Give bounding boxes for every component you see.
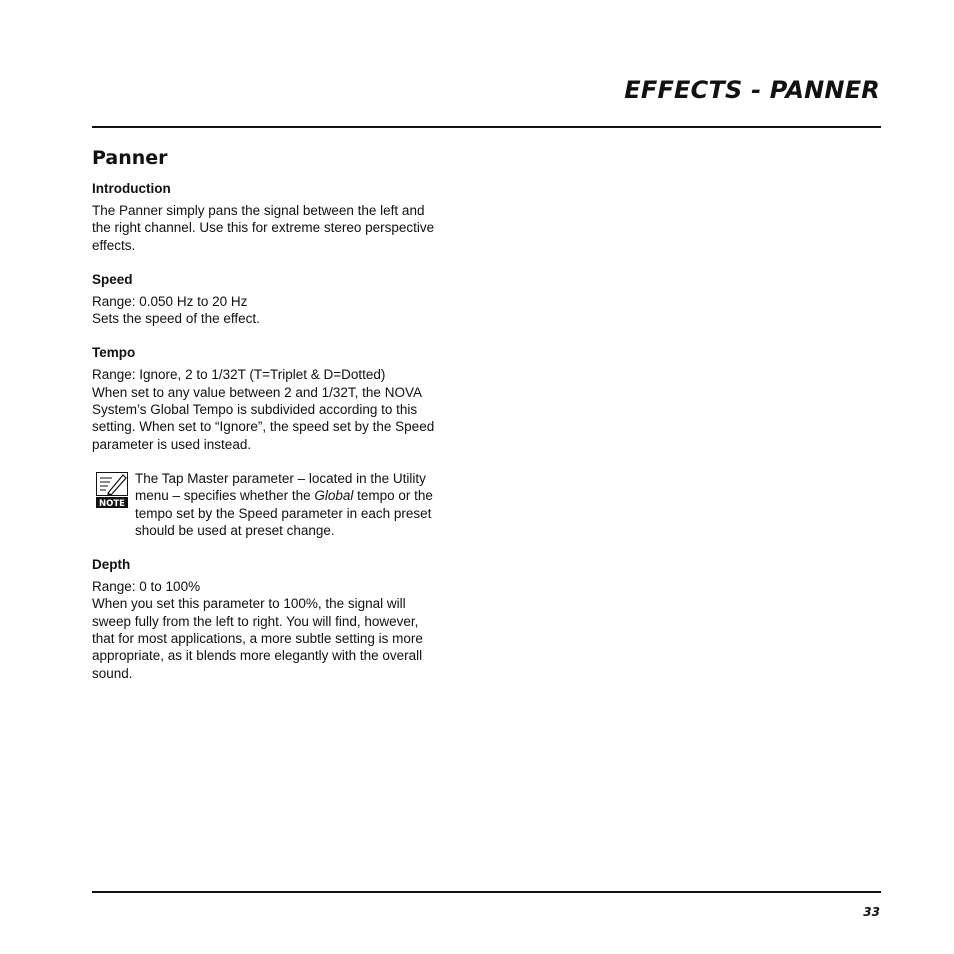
- depth-heading: Depth: [92, 557, 131, 573]
- note-line: tempo set by the Speed parameter in each preset: [135, 505, 432, 521]
- note-icon-label: NOTE: [99, 498, 125, 508]
- page-number: 33: [863, 905, 880, 919]
- tempo-line: Range: Ignore, 2 to 1/32T (T=Triplet & D=Dotted): [92, 367, 386, 383]
- depth-line: that for most applications, a more subtle setting is more: [92, 631, 423, 647]
- note-line: The Tap Master parameter – located in the Utility: [135, 470, 426, 486]
- speed-line: Sets the speed of the effect.: [92, 311, 260, 327]
- introduction-line: The Panner simply pans the signal between the left and: [92, 203, 425, 218]
- note-line: should be used at preset change.: [135, 522, 335, 538]
- note-text: [135, 470, 465, 539]
- depth-line: sweep fully from the left to right. You will find, however,: [92, 613, 419, 629]
- introduction-line: the right channel. Use this for extreme stereo perspective: [92, 220, 435, 236]
- tempo-line: System’s Global Tempo is subdivided according to this: [92, 402, 418, 418]
- introduction-line: effects.: [92, 237, 136, 253]
- section-title: Panner: [92, 147, 168, 169]
- depth-line: appropriate, as it blends more elegantly with the overall: [92, 648, 423, 664]
- speed-heading: Speed: [92, 271, 133, 287]
- speed-line: Range: 0.050 Hz to 20 Hz: [92, 293, 248, 309]
- header-rule: [92, 126, 881, 128]
- depth-line: When you set this parameter to 100%, the signal will: [92, 596, 406, 612]
- page-title: EFFECTS - PANNER: [624, 76, 880, 104]
- content-column: [92, 180, 472, 682]
- note-icon: [96, 472, 128, 508]
- note-box: [92, 470, 472, 539]
- introduction-heading: Introduction: [92, 181, 171, 196]
- note-line: menu – specifies whether the Global tempo or the: [135, 488, 433, 504]
- tempo-heading: Tempo: [92, 345, 136, 361]
- note-emphasis: Global: [314, 488, 354, 504]
- tempo-line: When set to any value between 2 and 1/32T, the NOVA: [92, 384, 422, 400]
- tempo-line: parameter is used instead.: [92, 436, 252, 452]
- depth-line: Range: 0 to 100%: [92, 579, 201, 595]
- footer-rule: [92, 891, 881, 893]
- depth-line: sound.: [92, 665, 133, 681]
- tempo-line: setting. When set to “Ignore”, the speed set by the Speed: [92, 419, 435, 435]
